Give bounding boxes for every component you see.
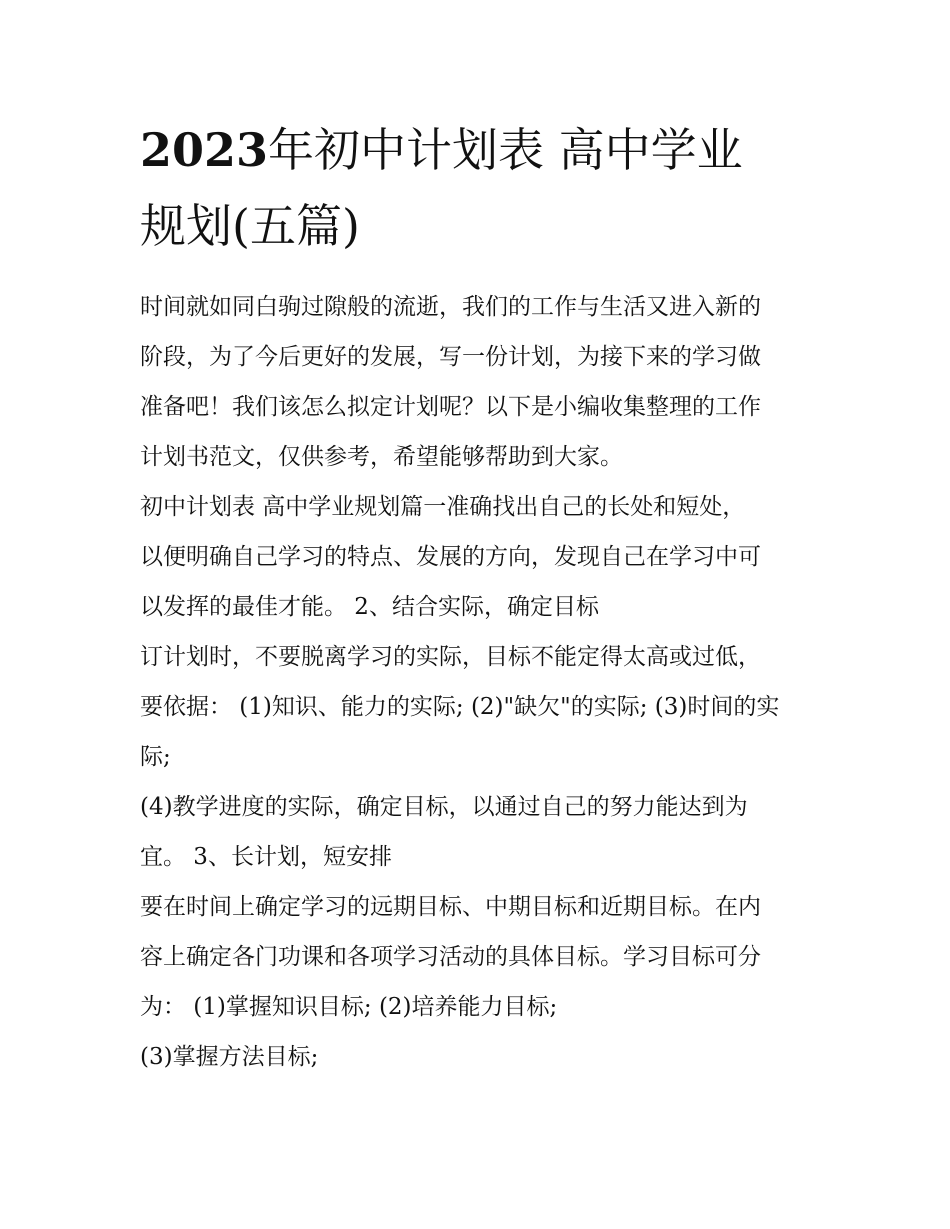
text-line: (3)掌握方法目标; [140, 1044, 319, 1070]
document-title [140, 112, 830, 264]
planning-basis-paragraph [140, 632, 830, 782]
text-line: 要在时间上确定学习的远期目标、中期目标和近期目标。在内 [140, 894, 761, 920]
text-line: 容上确定各门功课和各项学习活动的具体目标。学习目标可分 [140, 944, 761, 970]
document-content [140, 112, 830, 1082]
text-line: 宜。 3、长计划，短安排 [140, 844, 392, 870]
title-year: 2023 [140, 123, 269, 177]
text-line: 计划书范文，仅供参考，希望能够帮助到大家。 [140, 444, 623, 470]
text-line: 以便明确自己学习的特点、发展的方向，发现自己在学习中可 [140, 544, 761, 570]
text-line: 阶段，为了今后更好的发展，写一份计划，为接下来的学习做 [140, 344, 761, 370]
section-one-paragraph [140, 482, 830, 632]
teaching-progress-paragraph [140, 782, 830, 882]
text-line: 为： (1)掌握知识目标; (2)培养能力目标; [140, 994, 558, 1020]
text-line: 际; [140, 744, 171, 770]
intro-paragraph [140, 282, 830, 482]
method-goal-paragraph [140, 1032, 830, 1082]
text-line: 准备吧！我们该怎么拟定计划呢？以下是小编收集整理的工作 [140, 394, 761, 420]
text-line: (4)教学进度的实际，确定目标，以通过自己的努力能达到为 [140, 794, 748, 820]
title-line-1 [140, 112, 830, 188]
title-line-2: 规划(五篇) [140, 199, 360, 253]
title-line-1-text: 年初中计划表 高中学业 [268, 123, 743, 177]
text-line: 订计划时，不要脱离学习的实际，目标不能定得太高或过低， [140, 644, 761, 670]
text-line: 初中计划表 高中学业规划篇一准确找出自己的长处和短处， [140, 494, 746, 520]
text-line: 以发挥的最佳才能。 2、结合实际，确定目标 [140, 594, 599, 620]
goals-paragraph [140, 882, 830, 1032]
text-line: 要依据： (1)知识、能力的实际; (2)"缺欠"的实际; (3)时间的实 [140, 694, 780, 720]
text-line: 时间就如同白驹过隙般的流逝，我们的工作与生活又进入新的 [140, 294, 761, 320]
